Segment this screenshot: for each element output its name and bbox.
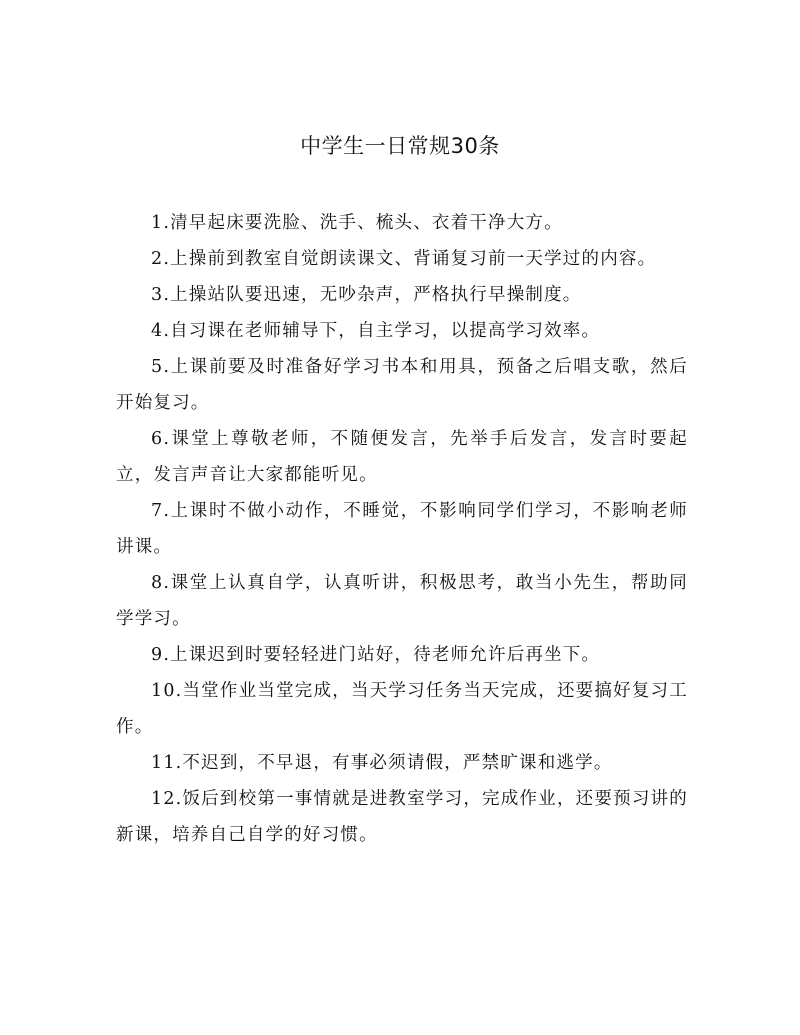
rule-item: 5.上课前要及时准备好学习书本和用具，预备之后唱支歌，然后开始复习。 <box>116 357 688 413</box>
rule-item: 3.上操站队要迅速，无吵杂声，严格执行早操制度。 <box>151 285 582 305</box>
rule-item: 10.当堂作业当堂完成，当天学习任务当天完成，还要搞好复习工作。 <box>116 681 688 737</box>
rule-item: 9.上课迟到时要轻轻进门站好，待老师允许后再坐下。 <box>151 645 601 665</box>
page-title: 中学生一日常规30条 <box>300 134 500 158</box>
rule-item: 2.上操前到教室自觉朗读课文、背诵复习前一天学过的内容。 <box>151 249 657 269</box>
rule-item: 11.不迟到，不早退，有事必须请假，严禁旷课和逃学。 <box>151 753 613 773</box>
rule-item: 12.饭后到校第一事情就是进教室学习，完成作业，还要预习讲的新课，培养自己自学的好习惯。 <box>116 789 688 845</box>
rule-item: 4.自习课在老师辅导下，自主学习，以提高学习效率。 <box>151 321 601 341</box>
rule-item: 7.上课时不做小动作，不睡觉，不影响同学们学习，不影响老师讲课。 <box>116 501 688 557</box>
rule-item: 8.课堂上认真自学，认真听讲，积极思考，敢当小先生，帮助同学学习。 <box>116 573 688 629</box>
rule-item: 6.课堂上尊敬老师，不随便发言，先举手后发言，发言时要起立，发言声音让大家都能听见。 <box>116 429 688 485</box>
rules-list <box>116 205 688 853</box>
rule-item: 1.清早起床要洗脸、洗手、梳头、衣着干净大方。 <box>151 213 563 233</box>
